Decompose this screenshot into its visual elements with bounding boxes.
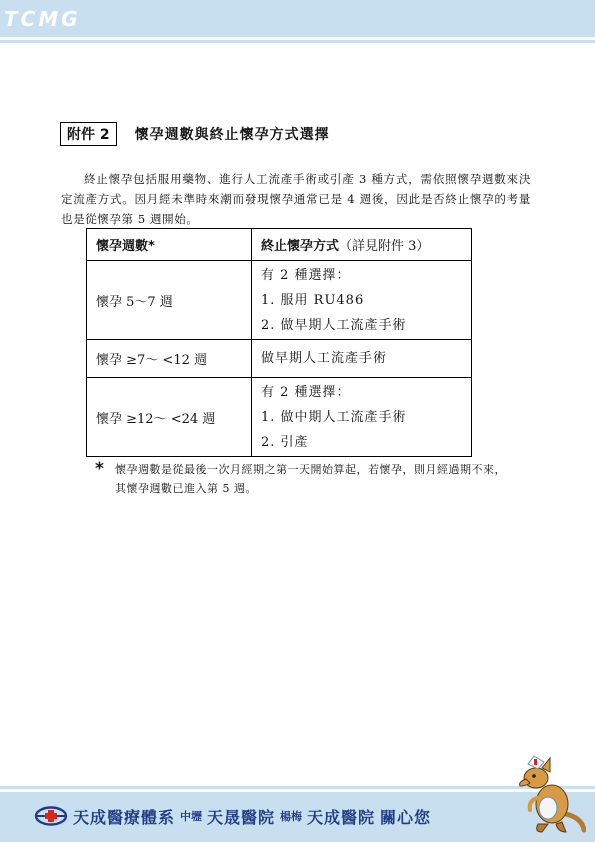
footnote-text: 懷孕週數是從最後一次月經期之第一天開始算起，若懷孕，則月經過期不來，其懷孕週數已進入第 5 週。 <box>115 463 506 495</box>
kangaroo-nurse-mascot-icon <box>508 752 586 834</box>
footnote-marker: * <box>95 459 105 479</box>
tcmg-logo-icon <box>34 806 68 826</box>
weeks-cell: 懷孕 ≥12～ <24 週 <box>87 378 252 457</box>
method-cell <box>252 378 472 457</box>
footer-hospital-line <box>34 805 431 827</box>
section-heading <box>60 122 330 146</box>
method-line: 做早期人工流產手術 <box>261 351 388 366</box>
weeks-cell: 懷孕 5～7 週 <box>87 261 252 340</box>
method-line: 1. 服用 RU486 <box>261 292 365 308</box>
footer-slogan: 關心您 <box>380 807 432 827</box>
intro-paragraph: 終止懷孕包括服用藥物、進行人工流產手術或引產 3 種方式，需依照懷孕週數來決定流產方式。因月經未準時來潮而發現懷孕通常已是 4 週後，因此是否終止懷孕的考量也是從懷孕第 5 週開始。 <box>61 171 531 226</box>
footer-hospital-1: 天晟醫院 <box>207 807 276 827</box>
method-line: 2. 做早期人工流產手術 <box>261 317 407 333</box>
header-method-note: （詳見附件 3） <box>339 239 430 254</box>
appendix-tag: 附件 2 <box>60 122 117 146</box>
method-line: 1. 做中期人工流產手術 <box>261 409 407 425</box>
weeks-cell: 懷孕 ≥7～ <12 週 <box>87 340 252 378</box>
footer-hospital-2: 天成醫院 <box>307 807 376 827</box>
section-title: 懷孕週數與終止懷孕方式選擇 <box>134 127 330 143</box>
footer-stripe <box>0 786 595 789</box>
footer-location-2: 楊梅 <box>280 810 303 823</box>
header-method <box>252 229 472 261</box>
footer-location-1: 中壢 <box>180 810 203 823</box>
method-line: 有 2 種選擇： <box>261 384 351 400</box>
table-row <box>87 261 472 340</box>
method-line: 2. 引產 <box>261 434 309 450</box>
brand-logo-text: TCMG <box>4 7 81 31</box>
pregnancy-weeks-table <box>86 228 472 457</box>
header-method-label: 終止懷孕方式 <box>261 239 340 254</box>
footer-system-name: 天成醫療體系 <box>73 807 176 827</box>
header-stripe <box>0 40 595 43</box>
table-row <box>87 378 472 457</box>
table-row <box>87 340 472 378</box>
footnote <box>95 460 515 498</box>
table-header-row <box>87 229 472 261</box>
header-band <box>0 0 595 37</box>
method-cell <box>252 340 472 378</box>
method-cell <box>252 261 472 340</box>
method-line: 有 2 種選擇： <box>261 267 351 283</box>
header-weeks: 懷孕週數* <box>87 229 252 261</box>
